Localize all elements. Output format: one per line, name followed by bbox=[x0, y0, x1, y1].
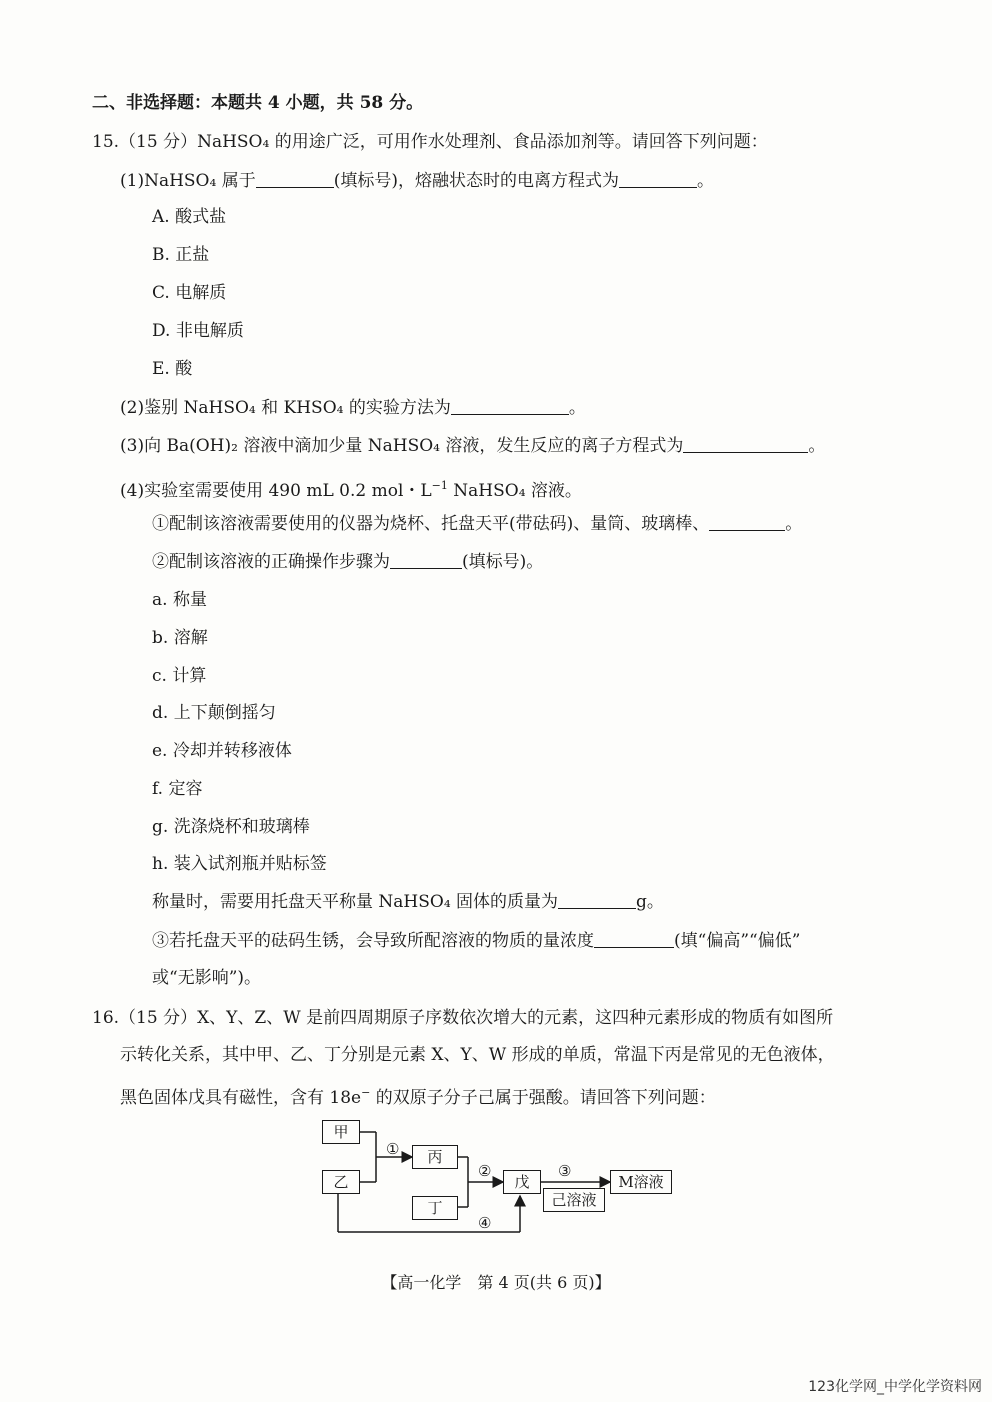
q16-line2: 示转化关系，其中甲、乙、丁分别是元素 X、Y、W 形成的单质，常温下丙是常见的无色液体， bbox=[120, 1045, 835, 1065]
step-e: e. 冷却并转移液体 bbox=[152, 741, 292, 761]
step-d: d. 上下颠倒摇匀 bbox=[152, 703, 276, 723]
answer-blank[interactable] bbox=[683, 436, 808, 453]
q15-sub3-cont: 或“无影响”)。 bbox=[152, 968, 262, 988]
superscript: − bbox=[361, 1086, 371, 1099]
q15-sub3 bbox=[152, 930, 800, 952]
answer-blank[interactable] bbox=[709, 514, 785, 531]
q16-line1: 16.（15 分）X、Y、Z、W 是前四周期原子序数依次增大的元素，这四种元素形成的物质有如图所 bbox=[92, 1008, 834, 1028]
q15-sub3-text-b: (填“偏高”“偏低” bbox=[674, 931, 801, 951]
node-ji-solution: 己溶液 bbox=[543, 1188, 605, 1212]
node-yi: 乙 bbox=[322, 1170, 360, 1194]
q15-part3-text-b: 。 bbox=[808, 436, 826, 456]
answer-blank[interactable] bbox=[594, 931, 674, 948]
node-ding: 丁 bbox=[412, 1196, 458, 1220]
page-footer: 【高一化学 第 4 页(共 6 页)】 bbox=[381, 1273, 611, 1292]
option-a: A. 酸式盐 bbox=[152, 207, 227, 227]
label-step2: ② bbox=[478, 1162, 492, 1180]
q15-weigh-text-b: g。 bbox=[636, 892, 664, 912]
step-b: b. 溶解 bbox=[152, 628, 208, 648]
conversion-diagram bbox=[318, 1112, 688, 1242]
q15-part3 bbox=[120, 435, 825, 457]
q15-sub2-text-a: ②配制该溶液的正确操作步骤为 bbox=[152, 552, 390, 572]
superscript: −1 bbox=[431, 479, 448, 492]
q15-sub1 bbox=[152, 513, 802, 535]
node-bing: 丙 bbox=[412, 1145, 458, 1169]
q16-line3-text-b: 的双原子分子己属于强酸。请回答下列问题： bbox=[370, 1088, 716, 1108]
label-step4: ④ bbox=[478, 1214, 492, 1232]
q15-part1-text-c: 。 bbox=[696, 171, 714, 191]
answer-blank[interactable] bbox=[256, 171, 334, 188]
step-f: f. 定容 bbox=[152, 779, 203, 799]
q16-line3 bbox=[120, 1082, 716, 1109]
label-step1: ① bbox=[386, 1140, 400, 1158]
q15-part2 bbox=[120, 397, 586, 419]
q15-weigh-text-a: 称量时，需要用托盘天平称量 NaHSO₄ 固体的质量为 bbox=[152, 892, 559, 912]
step-h: h. 装入试剂瓶并贴标签 bbox=[152, 854, 327, 874]
label-step3: ③ bbox=[558, 1162, 572, 1180]
q15-part4-text-b: NaHSO₄ 溶液。 bbox=[447, 481, 582, 501]
answer-blank[interactable] bbox=[619, 171, 697, 188]
answer-blank[interactable] bbox=[451, 398, 569, 415]
q15-part1-text-b: (填标号)，熔融状态时的电离方程式为 bbox=[333, 171, 619, 191]
answer-blank[interactable] bbox=[558, 892, 636, 909]
node-m-solution: M溶液 bbox=[610, 1170, 672, 1194]
q16-line3-text-a: 黑色固体戊具有磁性，含有 18e bbox=[120, 1088, 362, 1108]
step-g: g. 洗涤烧杯和玻璃棒 bbox=[152, 817, 310, 837]
q15-part2-text-a: (2)鉴别 NaHSO₄ 和 KHSO₄ 的实验方法为 bbox=[120, 398, 451, 418]
q15-weigh bbox=[152, 891, 664, 913]
q15-part4-text-a: (4)实验室需要使用 490 mL 0.2 mol・L bbox=[120, 481, 432, 501]
node-wu: 戊 bbox=[503, 1170, 541, 1194]
step-a: a. 称量 bbox=[152, 590, 207, 610]
q15-part2-text-b: 。 bbox=[568, 398, 586, 418]
option-d: D. 非电解质 bbox=[152, 321, 244, 341]
q15-sub1-text-a: ①配制该溶液需要使用的仪器为烧杯、托盘天平(带砝码)、量筒、玻璃棒、 bbox=[152, 514, 710, 534]
q15-part1 bbox=[120, 170, 714, 192]
q15-sub2 bbox=[152, 551, 543, 573]
option-b: B. 正盐 bbox=[152, 245, 210, 265]
section-heading: 二、非选择题：本题共 4 小题，共 58 分。 bbox=[92, 93, 424, 113]
node-jia: 甲 bbox=[322, 1120, 360, 1144]
step-c: c. 计算 bbox=[152, 666, 207, 686]
q15-part1-text-a: (1)NaHSO₄ 属于 bbox=[120, 171, 256, 191]
option-e: E. 酸 bbox=[152, 359, 193, 379]
q15-part3-text-a: (3)向 Ba(OH)₂ 溶液中滴加少量 NaHSO₄ 溶液，发生反应的离子方程式为 bbox=[120, 436, 684, 456]
q15-part4 bbox=[120, 475, 582, 502]
q15-sub3-text-a: ③若托盘天平的砝码生锈，会导致所配溶液的物质的量浓度 bbox=[152, 931, 594, 951]
answer-blank[interactable] bbox=[390, 552, 462, 569]
q15-sub2-text-b: (填标号)。 bbox=[462, 552, 544, 572]
q15-sub1-text-b: 。 bbox=[785, 514, 803, 534]
option-c: C. 电解质 bbox=[152, 283, 227, 303]
watermark: 123化学网_中学化学资料网 bbox=[808, 1379, 982, 1395]
q15-stem: 15.（15 分）NaHSO₄ 的用途广泛，可用作水处理剂、食品添加剂等。请回答下列问题： bbox=[92, 132, 768, 152]
